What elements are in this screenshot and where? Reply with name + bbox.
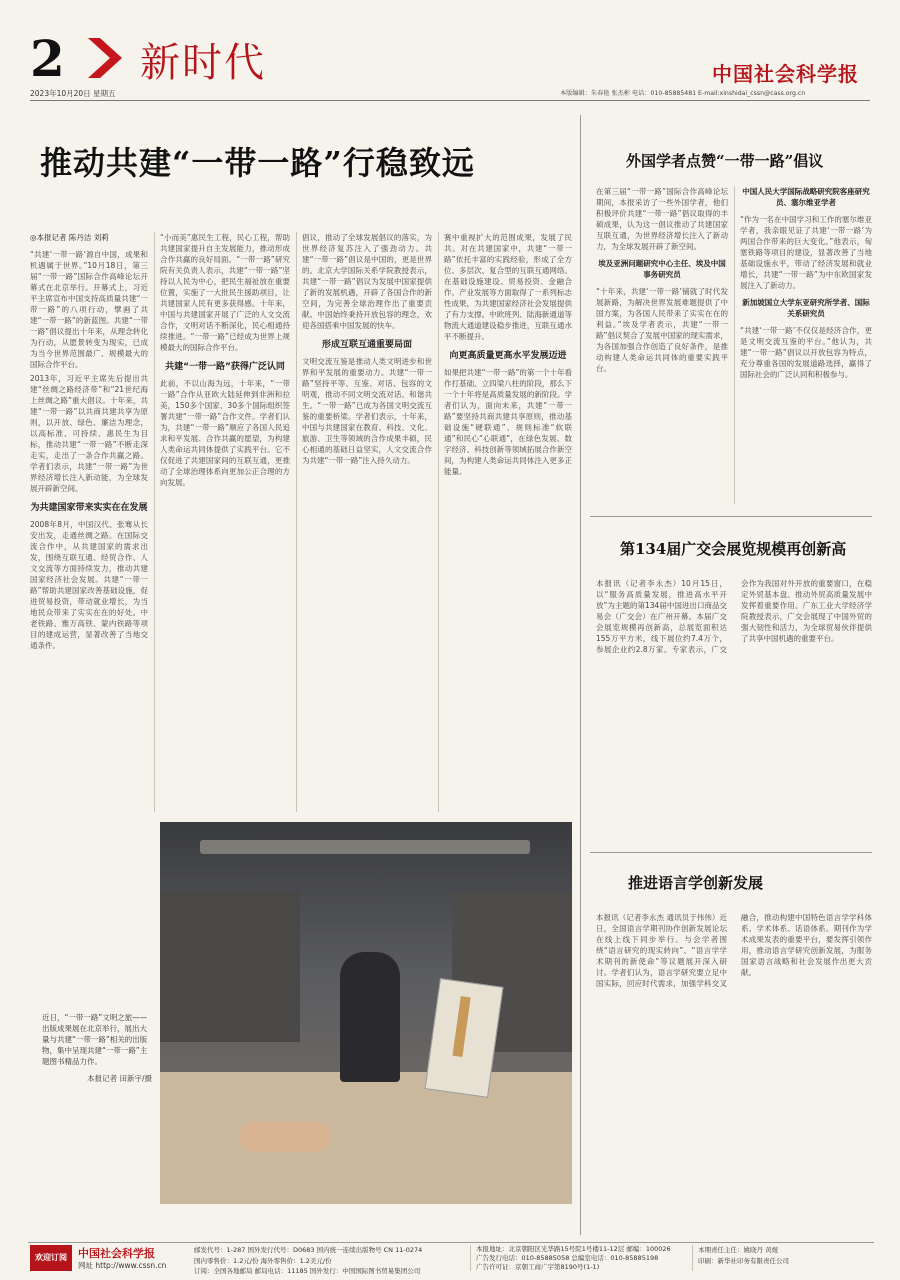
section-rule	[590, 852, 872, 853]
sidebar-1-subhead: 埃及亚洲问题研究中心主任、埃及中国事务研究员	[598, 259, 726, 279]
sidebar-3-headline: 推进语言学创新发展	[628, 874, 764, 892]
footer-addr-line: 本报地址：北京朝阳区光华路15号院1号楼11-12层 邮编：100026	[476, 1245, 671, 1253]
lead-byline: ◎本报记者 陈丹洁 刘莉	[30, 233, 109, 242]
paper-name: 中国社会科学报	[712, 62, 859, 86]
footer-website[interactable]: 网址 http://www.cssn.cn	[78, 1261, 167, 1270]
sidebar-divider	[580, 115, 581, 1235]
footer-proof	[698, 1245, 874, 1267]
footer-addr-line: 广告发行电话：010-85885058 总编室电话：010-85885198	[476, 1254, 659, 1262]
lead-subhead-3: 形成互联互通重要局面	[321, 340, 412, 350]
date-line: 2023年10月20日 星期五	[30, 89, 116, 98]
lead-subhead-4: 向更高质量更高水平发展迈进	[449, 351, 567, 361]
section-rule	[590, 516, 872, 517]
photo-shelf	[160, 892, 300, 1042]
lead-col-1	[30, 232, 148, 810]
sidebar-1-text: “共建‘一带一路’不仅仅是经济合作，更是文明交流互鉴的平台。”他认为，共建“一带一路”倡议以开放包容为特点，充分尊重各国的发展道路选择，赢得了国际社会的广泛认同和积极参与。	[740, 326, 872, 379]
editor-line: 本版编辑：朱春艳 张杰彬 电话：010-85885481 E-mail:xinshidai_cssn@cass.org.cn	[560, 90, 806, 97]
sidebar-1-headline: 外国学者点赞“一带一路”倡议	[626, 152, 824, 170]
sidebar-2-body	[596, 578, 872, 842]
column-divider	[154, 232, 155, 812]
lead-col-4	[444, 232, 572, 810]
photo-credit: 本报记者 田新宇/摄	[87, 1074, 152, 1083]
footer-proof-line: 印刷：新华社印务有限责任公司	[698, 1257, 789, 1265]
sidebar-1-col-b	[740, 186, 872, 500]
page-number: 2	[30, 29, 65, 88]
photo-hand	[240, 1122, 330, 1152]
photo-book-cover-mark	[452, 996, 470, 1057]
lead-text: “小而美”惠民生工程，民心工程，帮助共建国家提升自主发展能力，推动形成合作共赢的良好局面。“一带一路”研究院有关负责人表示，共建“一带一路”坚持以人民为中心，把民生福祉放在重要位置，实施了一大批民生援助项目，让共建国家人民有更多获得感。十年来，中国与共建国家开展了广泛的人文交流合作，文明对话不断深化，民心相通持续推进。“一带一路”已经成为世界上规模最大的国际合作平台。	[160, 233, 290, 352]
footer-registration-extra	[194, 1267, 464, 1276]
lead-text: 文明交流互鉴是推动人类文明进步和世界和平发展的重要动力。共建“一带一路”坚持平等、互鉴、对话、包容的文明观，推动不同文明交流对话、和谐共生。“一带一路”已成为各国文明交流互鉴的重要桥梁。学者们表示，十年来，中国与共建国家在教育、科技、文化、旅游、卫生等领域的合作成果丰硕，民心相通的基础日益坚实，人文交流合作为共建“一带一路”注入持久动力。	[302, 357, 432, 465]
lead-subhead-1: 为共建国家带来实实在在发展	[30, 503, 148, 513]
photo-display-table	[160, 1072, 572, 1204]
sidebar-1-text: “作为一名在中国学习和工作的塞尔维亚学者，我亲眼见证了共建‘一带一路’为两国合作带来的巨大变化。”他表示，匈塞铁路等项目的建设，显著改善了当地基础设施水平，带动了经济发展和就业增长，共建“一带一路”为中东欧国家发展注入了新动力。	[740, 215, 872, 290]
sidebar-1-subhead: 中国人民大学国际战略研究院客座研究员、塞尔维亚学者	[742, 187, 870, 207]
subscribe-badge[interactable]	[30, 1245, 72, 1271]
masthead-rule	[30, 100, 870, 101]
red-chevron-icon	[84, 36, 128, 80]
footer-registration	[194, 1245, 464, 1267]
lead-subhead-2: 共建“一带一路”获得广泛认同	[165, 362, 285, 372]
photo-caption-text: 近日，“一带一路”文明之旅——出版成果展在北京举行，展出大量与共建“一带一路”相关的出版物，集中呈现共建“一带一路”主题图书精品力作。	[42, 1013, 148, 1066]
lead-text: 赛中重视扩大的范围成果，发展了民共。对在共建国家中，共建“一带一路”依托丰富的实践经验，形成了全方位、多层次、复合型的互联互通网络。在基础设施建设、贸易投资、金融合作、产业发展等方面取得了一系列标志性成果，为共建国家经济社会发展提供了有力支撑。中欧班列、陆海新通道等物流大通道建设稳步推进，互联互通水平不断提升。	[444, 233, 572, 341]
lead-headline: 推动共建“一带一路”行稳致远	[40, 144, 475, 182]
lead-intro: “共建‘一带一路’源自中国，成果和机遇属于世界。”10月18日，第三届“一带一路”国际合作高峰论坛开幕式在北京举行。开幕式上，习近平主席宣布中国支持高质量共建“一带一路”的八项行动，擘画了共建“一带一路”的新蓝图。共建“一带一路”倡议提出十年来，从理念转化为行动，从愿景转变为现实，已成为当今世界范围最广、规模最大的国际合作平台。	[30, 250, 148, 369]
footer-addr-line: 广告许可证：京朝工商广字第8190号(1-1)	[476, 1263, 600, 1271]
lead-text: 如果把共建“一带一路”的第一个十年看作打基础、立四梁八柱的阶段，那么下一个十年将是高质量发展的新阶段。学者们认为，面向未来，共建“一带一路”要坚持共商共建共享原则，推动基础设施“硬联通”、规则标准“软联通”和民心“心联通”，在绿色发展、数字经济、科技创新等领域拓展合作新空间，为构建人类命运共同体注入更多正能量。	[444, 368, 572, 476]
sidebar-1-text: 在第三届“一带一路”国际合作高峰论坛期间，本报采访了一些外国学者，他们积极评价共建“一带一路”倡议取得的丰硕成果，认为这一倡议推动了共建国家互联互通，为世界经济增长注入了新动力，为全球发展开辟了新空间。	[596, 187, 728, 251]
footer-divider	[692, 1245, 693, 1271]
footer-address	[476, 1245, 686, 1272]
sidebar-1-subhead: 新加坡国立大学东亚研究所学者、国际关系研究员	[742, 298, 870, 318]
section-title: 新时代	[140, 40, 266, 86]
footer-proof-line: 本期责任主任：姚晓丹 黄煜	[698, 1246, 779, 1254]
subscribe-label: 欢迎订阅	[35, 1253, 67, 1262]
lead-text: 2013年，习近平主席先后提出共建“丝绸之路经济带”和“21世纪海上丝绸之路”重大倡议。十年来，共建“一带一路”以共商共建共享为原则，以开放、绿色、廉洁为理念，以高标准、可持续、惠民生为目标，推动共建“一带一路”不断走深走实，走出了一条合作共赢之路。学者们表示，共建“一带一路”为世界经济增长注入新动能，为全球发展开辟新空间。	[30, 374, 148, 493]
lead-text: 此前，不以山海为远，十年来，“一带一路”合作从亚欧大陆延伸到非洲和拉美，150多个国家、30多个国际组织签署共建“一带一路”合作文件。学者们认为，共建“一带一路”顺应了各国人民追求和平发展、合作共赢的愿望，为构建人类命运共同体提供了实践平台。它不仅促进了共建国家间的互联互通，更推动了全球治理体系向更加公正合理的方向发展。	[160, 379, 290, 487]
exhibition-photo	[160, 822, 572, 1204]
sidebar-1-text: “十年来，共建‘一带一路’铺就了时代发展新路，为解决世界发展难题提供了中国方案，为各国人民带来了实实在在的利益。”埃及学者表示，共建“一带一路”倡议契合了发展中国家的现实需求，为各国加强合作创造了良好条件，是推动构建人类命运共同体的重要实践平台。	[596, 287, 728, 373]
footer-reg-line: 国内零售价：1.2元/份 海外零售价：1.2美元/份	[194, 1257, 332, 1265]
photo-caption	[42, 1012, 152, 1084]
footer-divider	[470, 1245, 471, 1271]
column-divider	[296, 232, 297, 812]
sidebar-1-col-a	[596, 186, 728, 500]
photo-ceiling-light	[200, 840, 530, 854]
photo-visitor	[340, 952, 400, 1082]
lead-col-3	[302, 232, 432, 810]
lead-col-2	[160, 232, 290, 810]
lead-text: 2008年8月，中国汉代、张骞从长安出发，走通丝绸之路。在国际交流合作中，从共建国家的需求出发，围绕互联互通、经贸合作、人文交流等方面持续发力，推动共建国家经济社会发展。共建“一带一路”帮助共建国家改善基础设施，促进贸易投资，带动就业增长，为当地民众带来了实实在在的好处。中老铁路、雅万高铁、蒙内铁路等项目的建成运营，显著改善了当地交通条件。	[30, 520, 148, 650]
footer-reg-line: 邮发代号：1-287 国外发行代号：D0683 国内统一连续出版物号 CN 11-0274	[194, 1246, 423, 1254]
footer-paper-name: 中国社会科学报	[78, 1247, 155, 1260]
sidebar-2-text: 本报讯（记者李永杰）10月15日，以“服务高质量发展，推进高水平开放”为主题的第134届中国进出口商品交易会（广交会）在广州开幕。本届广交会展览规模再创新高，总展览面积达155万平方米，线下展位约7.4万个，参展企业约2.8万家。专家表示，广交会作为我国对外开放的重要窗口，在稳定外贸基本盘、推动外贸高质量发展中发挥着重要作用。广东工业大学经济学院教授表示，广交会展现了中国外贸的强大韧性和活力，为全球贸易伙伴提供了共享中国机遇的重要平台。	[596, 579, 872, 654]
sidebar-3-text: 本报讯（记者李永杰 通讯员于伟伟）近日，全国语言学期刊协作创新发展论坛在线上线下同步举行。与会学者围绕“语言研究的现实转向”、“语言学学术期刊的新使命”等议题展开深入研讨。学者们认为，语言学研究要立足中国实际，回应时代需求，加强学科交叉融合，推动构建中国特色语言学学科体系、学术体系、话语体系。期刊作为学术成果发表的重要平台，要发挥引领作用，推动语言学研究创新发展，为服务国家语言战略和社会发展作出更大贡献。	[596, 913, 872, 988]
column-divider	[438, 232, 439, 812]
sidebar-3-body	[596, 912, 872, 1228]
lead-text: 倡议，推动了全球发展倡议的落实，为世界经济复苏注入了强劲动力。共建“一带一路”倡议是中国的，更是世界的。北京大学国际关系学院教授表示，共建“一带一路”倡议为发展中国家提供了新的发展机遇，开辟了各国合作的新空间，为完善全球治理作出了重要贡献。中国始终秉持开放包容的理念，欢迎各国搭乘中国发展的快车。	[302, 233, 432, 330]
column-divider	[734, 186, 735, 504]
footer-reg-line: 订阅：全国各地邮局 邮局电话：11185 国外发行：中国国际图书贸易集团公司	[194, 1267, 421, 1275]
sidebar-2-headline: 第134届广交会展览规模再创新高	[620, 540, 847, 558]
